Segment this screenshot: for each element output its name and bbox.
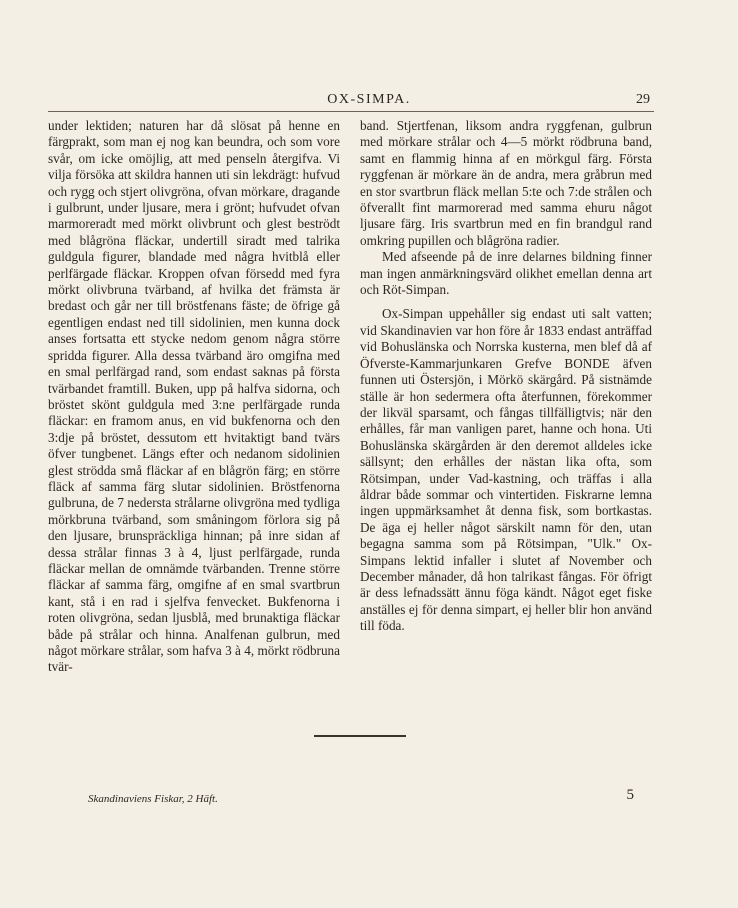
header-rule	[48, 111, 654, 112]
left-column	[48, 118, 340, 676]
right-paragraph-3: Ox-Simpan uppehåller sig endast uti salt vatten; vid Skandinavien var hon före år 1833 endast anträffad vid Bohuslänska och Norrska kusterna, men blef då af Öfverste-Kammarjunkaren Grefve BONDE äfven funnen uti Östersjön, i Mörkö skärgård. På sistnämde ställe är hon sedermera ofta återfunnen, förekommer der likväl sparsamt, och fångas tillfälligtvis; när den erhålles, får man vanligen paret, hanne och hona. Uti Bohuslänska skärgården är den deremot alldeles icke sällsynt; den erhålles der nästan lika ofta, som Rötsimpan, under Vad-kastning, och träffas i alla åldrar både sommar och vintertiden. Fiskrarne lemna ingen uppmärksamhet åt denna fisk, som bortkastas. De äga ej heller något särskilt namn för den, utan begagna samma som på Rötsimpan, "Ulk." Ox-Simpans lektid infaller i slutet af November och December månader, då hon talrikast fångas. För öfrigt är dess lefnadssätt ännu föga kändt. Något eget fiske anställes ej för denna simpart, ej heller blir hon använd till föda.	[360, 306, 652, 634]
right-paragraph-1: band. Stjertfenan, liksom andra ryggfenan, gulbrun med mörkare strålar och 4—5 mörkt rödbruna band, samt en flammig hinna af en mörkgul färg. Första ryggfenan är mörkare än de andra, mera gråbrun med en stor svartbrun fläck mellan 5:te och 7:de strålen och öfverallt fint marmorerad med samma ehuru något ljusare färg. Iris svartbrun med en fin brandgul rand omkring pupillen och blågröna radier.	[360, 118, 652, 248]
right-paragraph-2: Med afseende på de inre delarnes bildning finner man ingen anmärkningsvärd olikhet emellan denna art och Röt-Simpan.	[360, 249, 652, 298]
left-paragraph-1: under lektiden; naturen har då slösat på henne en färgprakt, som man ej nog kan beundra, och som vore svår, om icke omöjlig, att med penseln återgifva. Vi vilja försöka att skildra hannen uti sin lekdrägt: hufvud och rygg och stjert olivgröna, ofvan mörkare, dragande i gulbrunt, under ljusare, mera i grönt; hufvudet ofvan marmoreradt med mörkt olivbrunt och glest beströdt med blågröna fläckar, undertill siradt med talrika guldgula figurer, blandade med några hvitblå eller perlfärgade fläckar. Kroppen ofvan försedd med fyra mörkt olivbruna tvärband, af hvilka det främsta är bredast och går ner till bröstfenans fäste; de öfrige gå egentligen endast ned till sidolinien, men kunna dock anses fortsatta ett stycke nedom genom några större spridda figurer. Alla dessa tvärband äro omgifna med en smal perlfärgad rand, som endast saknas på första tvärbandet framtill. Buken, upp på halfva sidorna, och bröstet skönt guldgula med 3:ne perlfärgade runda fläckar: en framom anus, en vid bukfenorna och den 3:dje på bröstet, dessutom ett hvitaktigt band tvärs öfver tungbenet. Längs efter och nedanom sidolinien glest strödda små fläckar af en blågrön färg; en större fläck af samma färg slutar sidolinien. Bröstfenorna gulbruna, de 7 nedersta strålarne olivgröna med tydliga mörkbruna tvärband, som småningom förlora sig på den ljusare, brunspräckliga hinnan; på inre sidan af dessa strålar finnas 3 à 4, ljust perlfärgade, runda fläckar mellan de omnämde tvärbanden. Trenne större fläckar af samma färg, omgifne af en smal svartbrun kant, stå i en rad i sjelfva fenvecket. Bukfenorna i roten olivgröna, sedan ljusblå, med brunaktiga fläckar både på strålar och hinna. Analfenan gulbrun, med något mörkare strålar, som hafva 3 à 4, mörkt rödbruna tvär-	[48, 118, 340, 675]
page-number: 29	[636, 92, 650, 107]
right-column	[360, 118, 652, 635]
footer-sheet-mark: 5	[626, 787, 634, 803]
section-end-rule	[314, 735, 406, 737]
running-title: OX-SIMPA.	[327, 92, 411, 107]
footer-signature: Skandinaviens Fiskar, 2 Häft.	[88, 793, 218, 805]
